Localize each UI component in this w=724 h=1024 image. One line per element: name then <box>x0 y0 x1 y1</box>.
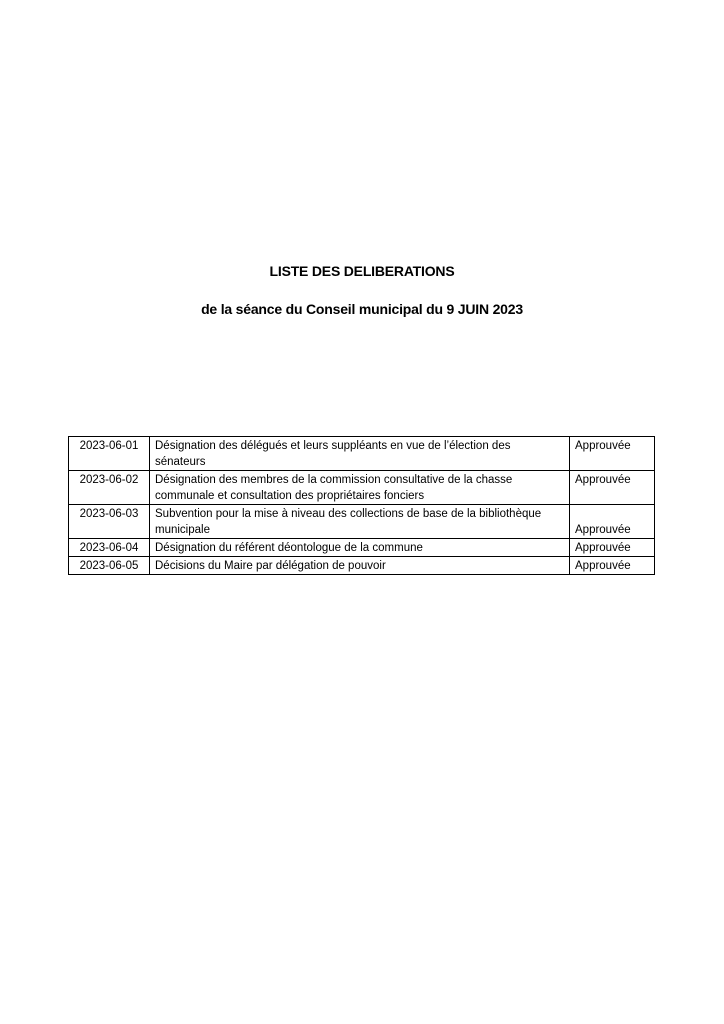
deliberation-status: Approuvée <box>570 437 655 471</box>
deliberation-subject: Désignation du référent déontologue de la commune <box>150 539 570 557</box>
deliberation-status: Approuvée <box>570 505 655 539</box>
table-row <box>69 505 655 539</box>
deliberations-table <box>68 436 655 575</box>
deliberation-subject: Décisions du Maire par délégation de pouvoir <box>150 557 570 575</box>
deliberation-number: 2023-06-02 <box>69 471 150 505</box>
deliberation-subject: Désignation des délégués et leurs suppléants en vue de l’élection des sénateurs <box>150 437 570 471</box>
table-row <box>69 539 655 557</box>
deliberation-subject: Désignation des membres de la commission consultative de la chasse communale et consultation des propriétaires fonciers <box>150 471 570 505</box>
deliberation-number: 2023-06-03 <box>69 505 150 539</box>
deliberation-status: Approuvée <box>570 557 655 575</box>
deliberation-number: 2023-06-04 <box>69 539 150 557</box>
deliberation-number: 2023-06-05 <box>69 557 150 575</box>
table-row <box>69 437 655 471</box>
deliberation-number: 2023-06-01 <box>69 437 150 471</box>
table-row <box>69 471 655 505</box>
deliberation-subject: Subvention pour la mise à niveau des collections de base de la bibliothèque municipale <box>150 505 570 539</box>
deliberation-status: Approuvée <box>570 471 655 505</box>
document-subtitle: de la séance du Conseil municipal du 9 JUIN 2023 <box>201 301 523 317</box>
table-row <box>69 557 655 575</box>
deliberation-status: Approuvée <box>570 539 655 557</box>
document-title: LISTE DES DELIBERATIONS <box>269 263 455 279</box>
